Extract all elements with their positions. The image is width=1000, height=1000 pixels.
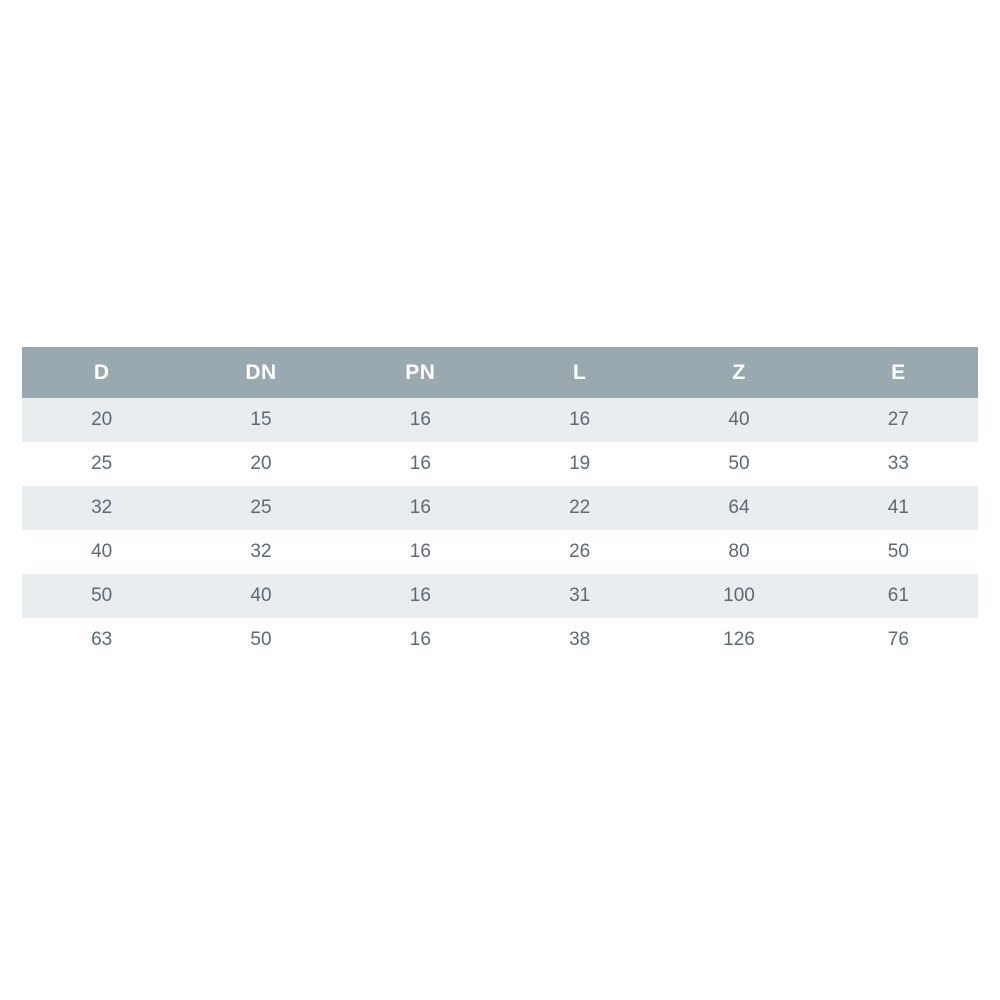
table-row: [22, 530, 978, 574]
cell-l: 22: [500, 486, 659, 530]
column-header-d: D: [22, 347, 181, 398]
table-header: [22, 347, 978, 398]
cell-z: 50: [659, 442, 818, 486]
column-header-e: E: [819, 347, 978, 398]
column-header-dn: DN: [181, 347, 340, 398]
column-header-pn: PN: [341, 347, 500, 398]
table-row: [22, 486, 978, 530]
cell-e: 33: [819, 442, 978, 486]
specification-table: [22, 347, 978, 662]
specification-table-container: [22, 347, 978, 662]
cell-d: 50: [22, 574, 181, 618]
cell-l: 26: [500, 530, 659, 574]
cell-e: 27: [819, 398, 978, 442]
cell-dn: 20: [181, 442, 340, 486]
cell-dn: 25: [181, 486, 340, 530]
column-header-l: L: [500, 347, 659, 398]
cell-d: 32: [22, 486, 181, 530]
column-header-z: Z: [659, 347, 818, 398]
cell-dn: 32: [181, 530, 340, 574]
cell-pn: 16: [341, 398, 500, 442]
cell-z: 80: [659, 530, 818, 574]
table-row: [22, 398, 978, 442]
cell-e: 61: [819, 574, 978, 618]
cell-d: 63: [22, 618, 181, 662]
cell-pn: 16: [341, 486, 500, 530]
cell-e: 76: [819, 618, 978, 662]
cell-d: 20: [22, 398, 181, 442]
cell-pn: 16: [341, 618, 500, 662]
table-header-row: [22, 347, 978, 398]
cell-l: 16: [500, 398, 659, 442]
cell-z: 40: [659, 398, 818, 442]
table-row: [22, 442, 978, 486]
cell-z: 126: [659, 618, 818, 662]
cell-z: 64: [659, 486, 818, 530]
cell-pn: 16: [341, 442, 500, 486]
cell-l: 38: [500, 618, 659, 662]
cell-dn: 40: [181, 574, 340, 618]
cell-d: 25: [22, 442, 181, 486]
cell-e: 50: [819, 530, 978, 574]
table-body: [22, 398, 978, 662]
cell-z: 100: [659, 574, 818, 618]
cell-pn: 16: [341, 574, 500, 618]
cell-dn: 15: [181, 398, 340, 442]
cell-l: 31: [500, 574, 659, 618]
table-row: [22, 574, 978, 618]
cell-pn: 16: [341, 530, 500, 574]
cell-d: 40: [22, 530, 181, 574]
cell-dn: 50: [181, 618, 340, 662]
table-row: [22, 618, 978, 662]
cell-l: 19: [500, 442, 659, 486]
cell-e: 41: [819, 486, 978, 530]
